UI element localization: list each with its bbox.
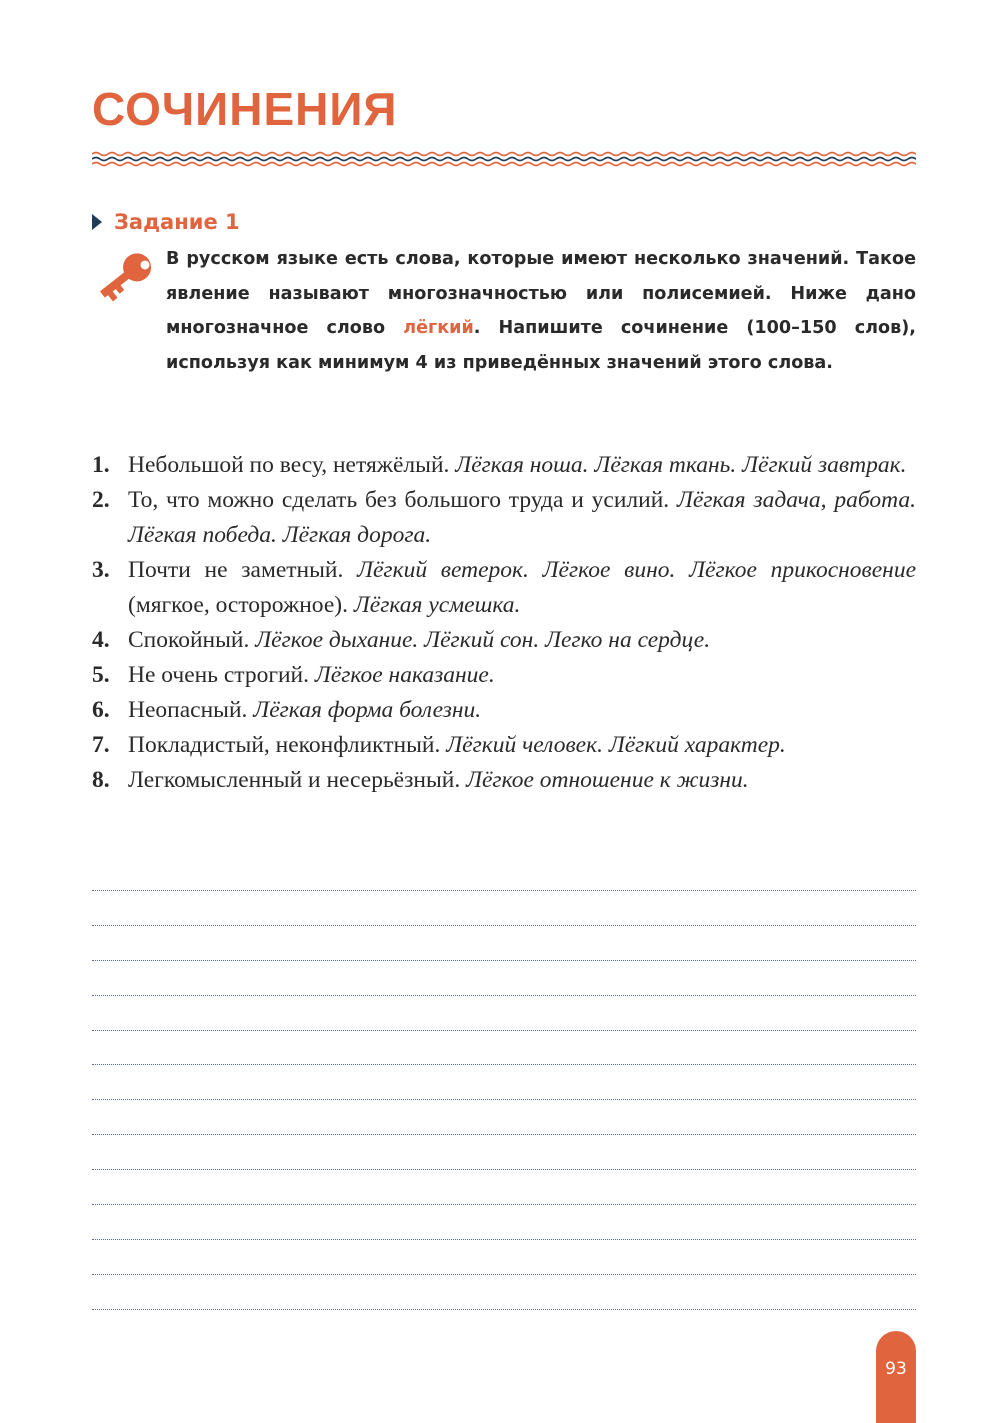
writing-line[interactable]	[92, 1169, 916, 1170]
intro-text-end: . Напишите сочинение (100–150 слов), используя как минимум 4 из приведённых значений этого слова.	[166, 318, 916, 373]
meaning-definition: Легкомысленный и несерьёзный.	[128, 767, 461, 793]
meaning-number: 7.	[92, 732, 110, 758]
meaning-examples: Лёгкое дыхание. Лёгкий сон. Легко на сердце.	[255, 627, 711, 653]
meaning-definition: То, что можно сделать без большого труда и усилий.	[128, 487, 670, 513]
meaning-text	[128, 483, 916, 553]
meaning-text	[128, 693, 916, 728]
meaning-text	[128, 553, 916, 623]
meanings-list	[92, 448, 916, 798]
page-number: 93	[876, 1331, 916, 1423]
meaning-number: 8.	[92, 767, 110, 793]
page-title: СОЧИНЕНИЯ	[92, 83, 398, 135]
meaning-item	[92, 623, 916, 658]
meaning-definition: Неопасный.	[128, 697, 248, 723]
meaning-definition: Покладистый, неконфликтный.	[128, 732, 441, 758]
meaning-examples: Лёгкий ветерок. Лёгкое вино. Лёгкое прикосновение	[357, 557, 917, 583]
key-icon	[92, 248, 160, 304]
meaning-number: 6.	[92, 697, 110, 723]
keyword-highlight: лёгкий	[403, 318, 474, 338]
writing-line[interactable]	[92, 925, 916, 926]
task-instructions	[166, 242, 916, 380]
intro-text: В русском языке есть слова, которые имеют несколько значений. Такое явление называют многозначностью или полисемией. Ниже дано многозначное слово	[166, 249, 916, 338]
meaning-text	[128, 658, 916, 693]
writing-line[interactable]	[92, 1239, 916, 1240]
meaning-number: 1.	[92, 452, 110, 478]
meaning-item	[92, 693, 916, 728]
meaning-definition: Спокойный.	[128, 627, 250, 653]
meaning-text	[128, 728, 916, 763]
meaning-text	[128, 623, 916, 658]
meaning-number: 3.	[92, 557, 110, 583]
meaning-definition: Небольшой по весу, нетяжёлый.	[128, 452, 450, 478]
writing-line[interactable]	[92, 1309, 916, 1310]
meaning-definition: Почти не заметный.	[128, 557, 344, 583]
writing-line[interactable]	[92, 1274, 916, 1275]
writing-line[interactable]	[92, 1204, 916, 1205]
meaning-examples: Лёгкое отношение к жизни.	[466, 767, 749, 793]
meaning-item	[92, 483, 916, 553]
meaning-number: 5.	[92, 662, 110, 688]
meaning-note: (мягкое, осторожное).	[128, 592, 348, 618]
triangle-bullet-icon	[92, 214, 102, 230]
meaning-item	[92, 448, 916, 483]
writing-line[interactable]	[92, 1134, 916, 1135]
meaning-item	[92, 553, 916, 623]
writing-line[interactable]	[92, 1064, 916, 1065]
meaning-examples-after: Лёгкая усмешка.	[353, 592, 521, 618]
meaning-number: 2.	[92, 487, 110, 513]
writing-line[interactable]	[92, 960, 916, 961]
meaning-number: 4.	[92, 627, 110, 653]
meaning-text	[128, 763, 916, 798]
meaning-examples: Лёгкий человек. Лёгкий характер.	[446, 732, 786, 758]
writing-line[interactable]	[92, 995, 916, 996]
task-header	[92, 207, 240, 237]
writing-area[interactable]	[92, 890, 916, 1344]
meaning-text	[128, 448, 916, 483]
wave-divider	[92, 150, 916, 168]
writing-line[interactable]	[92, 890, 916, 891]
writing-line[interactable]	[92, 1099, 916, 1100]
meaning-examples: Лёгкая форма болезни.	[253, 697, 482, 723]
writing-line[interactable]	[92, 1030, 916, 1031]
meaning-examples: Лёгкое наказание.	[314, 662, 495, 688]
task-title: Задание 1	[114, 210, 240, 234]
meaning-examples: Лёгкая задача, работа. Лёгкая победа. Лёгкая дорога.	[128, 487, 916, 548]
meaning-definition: Не очень строгий.	[128, 662, 309, 688]
meaning-item	[92, 763, 916, 798]
meaning-item	[92, 728, 916, 763]
meaning-examples: Лёгкая ноша. Лёгкая ткань. Лёгкий завтрак.	[455, 452, 907, 478]
meaning-item	[92, 658, 916, 693]
